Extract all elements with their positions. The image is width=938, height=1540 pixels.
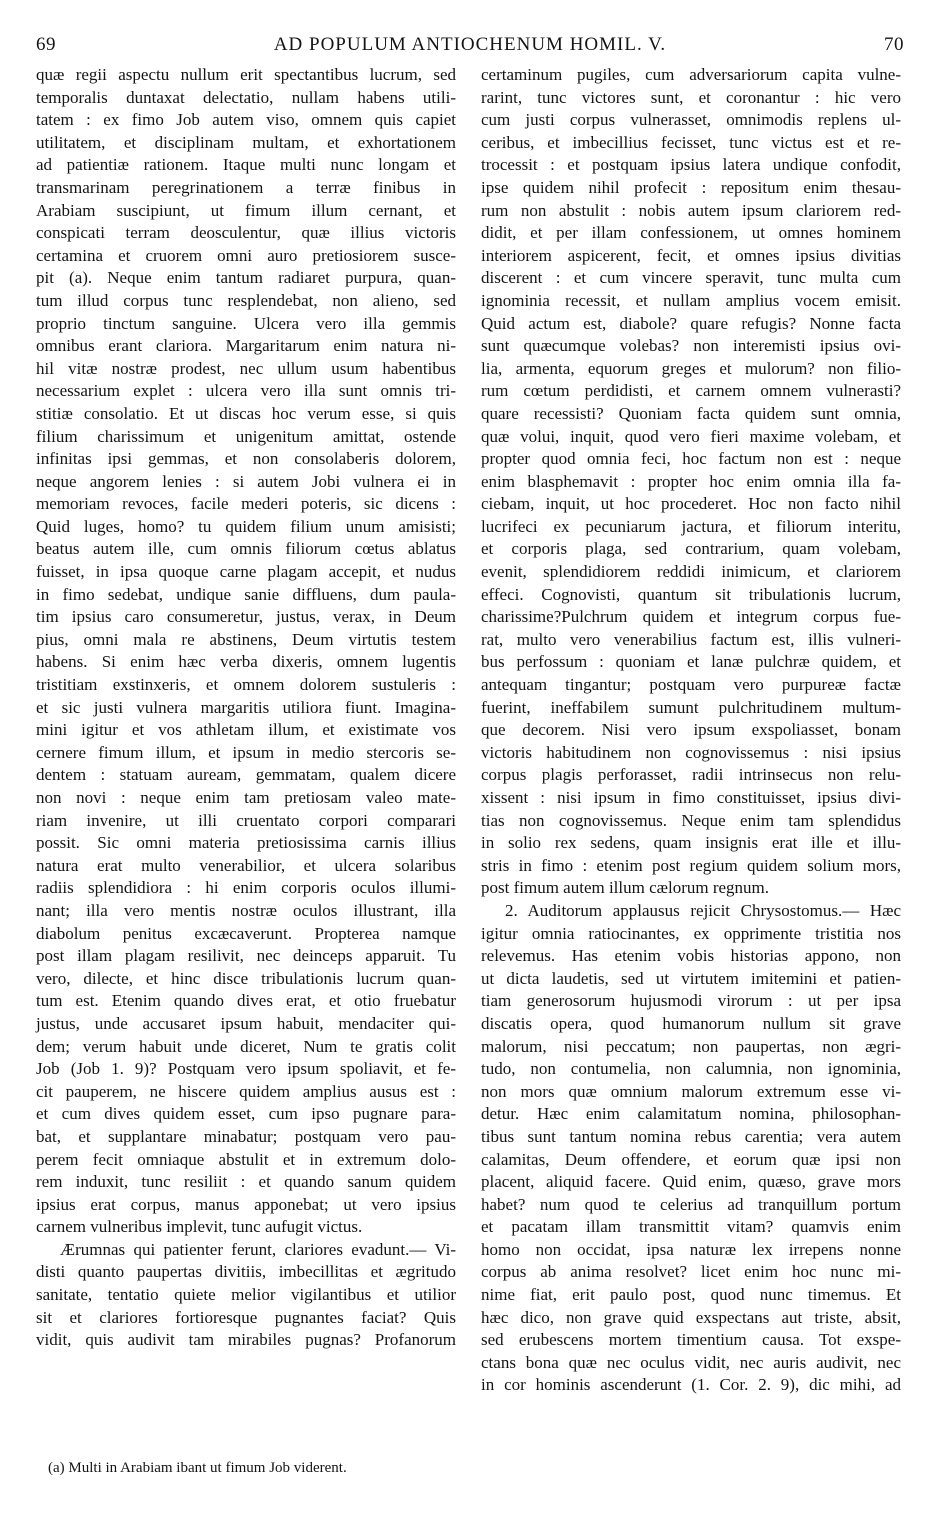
text-line: dentem : statuam auream, gemmatam, qualem dicere <box>36 765 456 785</box>
text-line: et corporis plaga, sed contrarium, quam volebam, <box>481 539 901 559</box>
text-line: hil vitæ nostræ prodest, nec ullum usum habentibus <box>36 358 456 378</box>
text-line: pius, omni mala re abstinens, Deum virtutis testem <box>36 629 456 649</box>
text-line: tiam generosorum hujusmodi virorum : ut per ipsa <box>481 991 901 1011</box>
text-line: tias non cognovissemus. Neque enim tam splendidus <box>481 810 901 830</box>
text-line: cernere fimum illum, et ipsum in medio stercoris se- <box>36 742 456 762</box>
text-line: malorum, nisi peccatum; non paupertas, non ægri- <box>481 1036 901 1056</box>
text-line: 2. Auditorum applausus rejicit Chrysostomus.— Hæc <box>505 900 901 920</box>
text-line: Job (Job 1. 9)? Postquam vero ipsum spoliavit, et fe- <box>36 1059 456 1079</box>
text-line: que decorem. Nisi vero ipsum exspoliasset, bonam <box>481 720 901 740</box>
text-line: ceribus, et imbecillius fecisset, tunc victus est et re- <box>481 132 901 152</box>
text-line: rem induxit, tunc resiliit : et quando sanum quidem <box>36 1172 456 1192</box>
text-line: natura erat multo venerabilior, et ulcera solaribus <box>36 855 456 875</box>
text-line: tudo, non contumelia, non calumnia, non ignominia, <box>481 1059 901 1079</box>
text-line: cit pauperem, ne hiscere quidem amplius ausus est : <box>36 1081 456 1101</box>
text-line: trocessit : et postquam ipsius latera undique confodit, <box>481 155 901 175</box>
running-title: AD POPULUM ANTIOCHENUM HOMIL. V. <box>273 34 667 55</box>
text-line: radiis splendidiora : hi enim corporis oculos illumi- <box>36 878 456 898</box>
text-line: perem fecit omniaque abstulit et in extremum dolo- <box>36 1149 456 1169</box>
text-line: rarint, tunc victores sunt, et coronantur : hic vero <box>481 87 901 107</box>
text-line: ipsius erat corpus, manus apponebat; ut vero ipsius <box>36 1194 456 1214</box>
text-line: post illam plagam resilivit, nec deinceps apparuit. Tu <box>36 946 456 966</box>
text-line: enim blasphemavit : propter hoc enim omnia illa fa- <box>481 471 901 491</box>
page-number-right: 70 <box>884 34 904 55</box>
text-line: infinitas ipsi gemmas, et non consolaberis dolorem, <box>36 449 456 469</box>
text-line: proprio tinctum sanguine. Ulcera vero illa gemmis <box>36 313 456 333</box>
text-line: ipse quidem nihil profecit : repositum enim thesau- <box>481 177 901 197</box>
text-line: victoris habitudinem non cognovissemus : nisi ipsius <box>481 742 901 762</box>
text-line: fuerint, ineffabilem sumunt pulchritudinem multum- <box>481 697 901 717</box>
text-line: in cor hominis ascenderunt (1. Cor. 2. 9), dic mihi, ad <box>481 1375 901 1395</box>
text-line: nant; illa vero mentis nostræ oculos illustrant, illa <box>36 900 456 920</box>
text-line: stris in fimo : etenim post regium quidem solium mors, <box>481 855 901 875</box>
text-line: quæ regii aspectu nullum erit spectantibus lucrum, sed <box>36 65 456 84</box>
text-line: habet? num quod te celerius ad tranquillum portum <box>481 1194 901 1214</box>
right-text-column <box>481 64 901 1397</box>
text-line: placent, aliquid facere. Quid enim, quæso, grave mors <box>481 1172 901 1192</box>
text-line: post fimum autem illum cælorum regnum. <box>481 878 770 898</box>
text-line: in solio rex sedens, quam insignis erat ille et illu- <box>481 833 901 853</box>
text-line: ciebam, inquit, ut hoc procederet. Hoc non facto nihil <box>481 494 901 514</box>
text-line: rat, multo vero venerabilius factum est, illis vulneri- <box>481 629 901 649</box>
text-line: tum illud corpus tunc resplendebat, non alieno, sed <box>36 290 456 310</box>
text-line: diabolum penitus excæcaverunt. Propterea namque <box>36 923 456 943</box>
text-line: et sic justi vulnera margaritis utiliora fiunt. Imagina- <box>36 697 456 717</box>
left-text-column <box>36 64 456 1352</box>
text-line: rum cœtum perdidisti, et carnem omnem vulnerasti? <box>481 381 901 401</box>
text-line: certamina et cruorem omni auro pretiosiorem susce- <box>36 245 456 265</box>
text-line: dem; verum habuit unde diceret, Num te gratis colit <box>36 1036 456 1056</box>
text-line: sanitate, tentatio quiete melior vigilantibus et utilior <box>36 1285 456 1305</box>
text-line: et pacatam illam transmittit vitam? quamvis enim <box>481 1217 901 1237</box>
text-line: vero, dilecte, et hinc disce tribulationis lucrum quan- <box>36 968 456 988</box>
text-line: stitiæ consolatio. Et ut discas hoc verum esse, si quis <box>36 403 456 423</box>
text-line: Ærumnas qui patienter ferunt, clariores evadunt.— Vi- <box>60 1239 456 1259</box>
text-line: filium charissimum et unigenitum amittat, ostende <box>36 426 456 446</box>
text-line: disti quanto paupertas divitiis, imbecillitas et ægritudo <box>36 1262 456 1282</box>
text-line: tum est. Etenim quando dives erat, et otio fruebatur <box>36 991 456 1011</box>
text-line: fuisset, in ipsa quoque carne plagam accepit, et nudus <box>36 562 456 582</box>
text-line: propter quod omnia feci, hoc factum non est : neque <box>481 449 901 469</box>
page-number-left: 69 <box>36 34 56 55</box>
text-line: in fimo sedebat, undique sanie diffluens, dum paula- <box>36 584 456 604</box>
text-line: corpus plagis perforasset, radii intrinsecus non relu- <box>481 765 901 785</box>
text-line: neque angorem lenies : si autem Jobi vulnera ei in <box>36 471 456 491</box>
text-line: ad patientiæ rationem. Itaque multi nunc longam et <box>36 155 456 175</box>
text-line: conspicati terram deosculentur, quæ illius victoris <box>36 223 456 243</box>
text-line: interiorem aspicerent, fecit, et omnes ipsius divitias <box>481 245 901 265</box>
text-line: quæ volui, inquit, quod vero fieri maxime volebam, et <box>481 426 901 446</box>
text-line: Quid luges, homo? tu quidem filium unum amisisti; <box>36 516 456 536</box>
text-line: tatem : ex fimo Job autem viso, omnem quis capiet <box>36 110 456 130</box>
text-line: omnibus erant clariora. Margaritarum enim natura ni- <box>36 336 456 356</box>
text-line: tristitiam exstinxeris, et omnem dolorem sustuleris : <box>36 675 456 695</box>
text-line: sit et clariores fortioresque pugnantes faciat? Quis <box>36 1307 456 1327</box>
text-line: habens. Si enim hæc verba dixeris, omnem lugentis <box>36 652 456 672</box>
text-line: rum non abstulit : nobis autem ipsum clariorem red- <box>481 200 901 220</box>
text-line: cum justi corpus vulnerasset, omnimodis replens ul- <box>481 110 901 130</box>
running-header <box>36 34 904 64</box>
text-line: discatis opera, quod humanorum nullum sit grave <box>481 1013 901 1033</box>
text-line: ignominia recessit, et nullam amplius vocem emisit. <box>481 290 901 310</box>
text-line: lia, armenta, equorum greges et mulorum? non filio- <box>481 358 901 378</box>
text-line: justus, unde accusaret ipsum habuit, mendaciter qui- <box>36 1013 456 1033</box>
text-line: calamitas, Deum offendere, et eorum quæ ipsi non <box>481 1149 901 1169</box>
text-line: xissent : nisi ipsum in fimo constituisset, ipsius divi- <box>481 788 901 807</box>
text-line: lucrifeci ex pecuniarum jactura, et filiorum interitu, <box>481 516 901 536</box>
text-line: tim ipsius caro consumeretur, justus, verax, in Deum <box>36 607 456 627</box>
text-line: hæc dico, non grave quid exspectans aut triste, absit, <box>481 1307 901 1327</box>
text-line: memoriam revoces, facile mederi poteris, sic dicens : <box>36 494 456 514</box>
text-line: non mors quæ omnium malorum extremum esse vi- <box>481 1081 901 1101</box>
text-line: quare recessisti? Quoniam facta quidem sunt omnia, <box>481 403 901 423</box>
text-line: certaminum pugiles, cum adversariorum capita vulne- <box>481 65 901 84</box>
text-line: sunt quæcumque volebas? non interemisti ipsius ovi- <box>481 336 901 356</box>
text-line: igitur omnia ratiocinantes, ex opprimente tristitia nos <box>481 923 901 943</box>
text-line: vidit, quis audivit tam mirabiles pugnas? Profanorum <box>36 1330 456 1350</box>
text-line: transmarinam peregrinationem a terræ finibus in <box>36 177 456 197</box>
text-line: detur. Hæc enim calamitatum nomina, philosophan- <box>481 1104 901 1124</box>
text-line: Arabiam suscipiunt, ut fimum illum cernant, et <box>36 200 456 220</box>
text-line: ut dicta laudetis, sed ut virtutem imitemini et patien- <box>481 968 901 988</box>
text-line: mini igitur et vos athletam illum, et existimate vos <box>36 720 456 740</box>
text-line: discerent : et cum vincere speravit, tunc multa cum <box>481 268 901 288</box>
text-line: bus perfossum : quoniam et lanæ pulchræ quidem, et <box>481 652 901 672</box>
text-line: utilitatem, et disciplinam multam, et exhortationem <box>36 132 456 152</box>
text-line: antequam tingantur; postquam vero purpureæ factæ <box>481 675 901 695</box>
text-line: pit (a). Neque enim tantum radiaret purpura, quan- <box>36 268 456 288</box>
text-line: didit, et per illam confessionem, ut omnes hominem <box>481 223 901 243</box>
text-line: Quid actum est, diabole? quare refugis? Nonne facta <box>481 313 901 333</box>
text-line: homo non occidat, ipsa naturæ lex irrepens nonne <box>481 1239 901 1259</box>
text-line: nime fiat, erit paulo post, quod nunc timemus. Et <box>481 1285 901 1305</box>
text-line: ctans bona quæ nec oculus vidit, nec auris audivit, nec <box>481 1352 901 1372</box>
text-line: riam invenire, ut illi cruentato corpori comparari <box>36 810 456 830</box>
text-line: beatus autem ille, cum omnis filiorum cœtus ablatus <box>36 539 456 559</box>
text-line: carnem vulneribus implevit, tunc aufugit victus. <box>36 1217 363 1237</box>
text-line: temporalis duntaxat delectatio, nullam habens utili- <box>36 87 456 107</box>
text-line: relevemus. Has etenim vobis historias appono, non <box>481 946 901 966</box>
text-line: possit. Sic omni materia pretiosissima carnis illius <box>36 833 456 853</box>
text-line: tibus sunt tantum nomina rebus carentia; vera autem <box>481 1126 901 1146</box>
text-line: necessarium explet : ulcera vero illa sunt omnis tri- <box>36 381 456 401</box>
text-line: effeci. Cognovisti, quantum sit tribulationis lucrum, <box>481 584 901 604</box>
footnote: (a) Multi in Arabiam ibant ut fimum Job viderent. <box>48 1460 347 1476</box>
text-line: charissime?Pulchrum quidem et integrum corpus fue- <box>481 607 901 627</box>
text-line: corpus ab anima resolvet? licet enim hoc nunc mi- <box>481 1262 901 1282</box>
text-line: bat, et supplantare minabatur; postquam vero pau- <box>36 1126 456 1146</box>
text-line: non novi : neque enim tam pretiosam valeo mate- <box>36 788 456 807</box>
text-line: sed erubescens mortem timentium causa. Tot exspe- <box>481 1330 901 1350</box>
text-line: evenit, splendidiorem reddidi inimicum, et clariorem <box>481 562 901 582</box>
text-line: et cum dives quidem esset, cum ipso pugnare para- <box>36 1104 456 1124</box>
